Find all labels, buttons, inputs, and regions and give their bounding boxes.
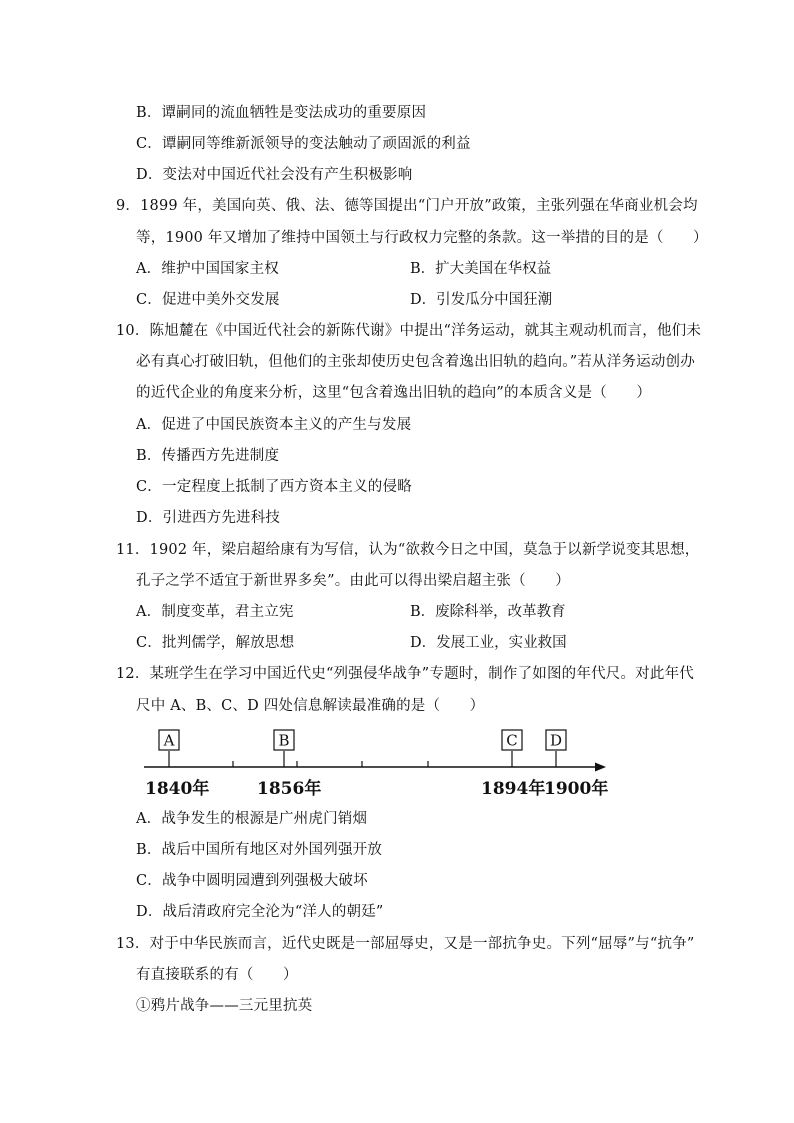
q11-option-d: D．发展工业，实业救国 — [410, 635, 567, 651]
q13-stem-line2: 有直接联系的有（ ） — [136, 967, 298, 983]
timeline-label-c: C — [506, 731, 518, 750]
q12-stem-line2: 尺中 A、B、C、D 四处信息解读最准确的是（ ） — [136, 698, 485, 714]
q10-stem-line2: 必有真心打破旧轨，但他们的主张却使历史包含着逸出旧轨的趋向。”若从洋务运动创办 — [136, 354, 695, 370]
q8-option-c: C．谭嗣同等维新派领导的变法触动了顽固派的利益 — [136, 136, 471, 152]
q12-stem-line1: 12．某班学生在学习中国近代史“列强侵华战争”专题时，制作了如图的年代尺。对此年代 — [116, 666, 694, 682]
q9-option-c: C．促进中美外交发展 — [136, 292, 280, 308]
q11-stem-line2: 孔子之学不适宜于新世界多矣”。由此可以得出梁启超主张（ ） — [136, 573, 570, 589]
q9-option-d: D．引发瓜分中国狂潮 — [410, 292, 553, 308]
q10-option-c: C．一定程度上抵制了西方资本主义的侵略 — [136, 479, 412, 495]
timeline-label-d: D — [549, 731, 563, 750]
q9-option-a: A．维护中国国家主权 — [136, 261, 279, 277]
timeline-label-b: B — [278, 731, 290, 750]
timeline-year-1840: 1840年 — [145, 779, 210, 799]
q12-option-b: B．战后中国所有地区对外国列强开放 — [136, 842, 383, 858]
q10-option-a: A．促进了中国民族资本主义的产生与发展 — [136, 417, 412, 433]
timeline-year-1900: 1900年 — [544, 779, 609, 799]
timeline-arrow — [595, 763, 606, 772]
timeline-year-1894: 1894年 — [481, 779, 546, 799]
q11-option-b: B．废除科举，改革教育 — [410, 604, 566, 620]
timeline-year-1856: 1856年 — [257, 779, 322, 799]
timeline-label-a: A — [163, 731, 175, 750]
q9-option-b: B．扩大美国在华权益 — [410, 261, 552, 277]
q10-option-d: D．引进西方先进科技 — [136, 510, 281, 526]
q12-option-d: D．战后清政府完全沦为“洋人的朝廷” — [136, 904, 384, 920]
q9-stem-line2: 等，1900 年又增加了维持中国领土与行政权力完整的条款。这一举措的目的是（ ） — [136, 230, 708, 246]
q13-stem-line1: 13．对于中华民族而言，近代史既是一部屈辱史，又是一部抗争史。下列“屈辱”与“抗争” — [116, 936, 695, 952]
q10-option-b: B．传播西方先进制度 — [136, 448, 280, 464]
q11-option-a: A．制度变革，君主立宪 — [136, 604, 294, 620]
q8-option-d: D．变法对中国近代社会没有产生积极影响 — [136, 167, 413, 183]
q11-stem-line1: 11．1902 年，梁启超给康有为写信，认为“欲救今日之中国，莫急于以新学说变其思想， — [116, 542, 700, 558]
q13-item-1: ①鸦片战争——三元里抗英 — [136, 998, 313, 1014]
q9-stem-line1: 9．1899 年，美国向英、俄、法、德等国提出“门户开放”政策，主张列强在华商业机会均 — [116, 198, 698, 214]
q11-option-c: C．批判儒学，解放思想 — [136, 635, 295, 651]
q8-option-b: B．谭嗣同的流血牺牲是变法成功的重要原因 — [136, 105, 427, 121]
q10-stem-line3: 的近代企业的角度来分析，这里“包含着逸出旧轨的趋向”的本质含义是（ ） — [136, 385, 652, 401]
q12-option-c: C．战争中圆明园遭到列强极大破坏 — [136, 873, 368, 889]
q12-option-a: A．战争发生的根源是广州虎门销烟 — [136, 811, 368, 827]
timeline-figure — [140, 724, 620, 804]
q10-stem-line1: 10．陈旭麓在《中国近代社会的新陈代谢》中提出“洋务运动，就其主观动机而言，他们未 — [116, 323, 702, 339]
